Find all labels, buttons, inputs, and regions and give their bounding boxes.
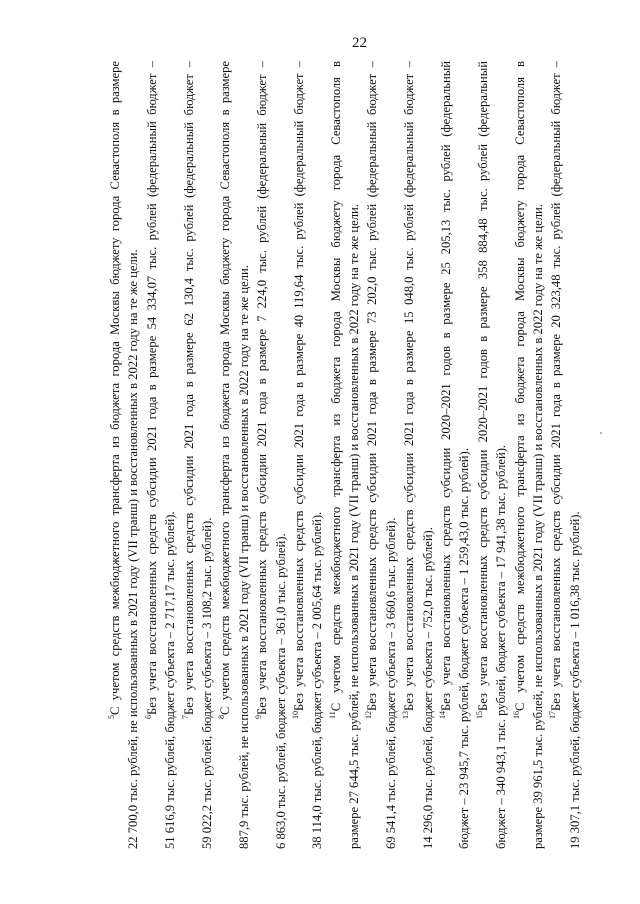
footnote-line: 887,9 тыс. рублей, не использованных в 2021 году (VII транш) и восстановленных в 2022 году на те же цели. xyxy=(236,265,251,849)
footnote-8 xyxy=(216,61,253,849)
footnote-10 xyxy=(290,61,327,849)
footnote-16 xyxy=(511,61,548,849)
footnote-line: 69 541,4 тыс. рублей, бюджет субъекта – 3 660,6 тыс. рублей). xyxy=(383,517,398,849)
footnote-15 xyxy=(474,61,511,849)
footnote-marker: 13 xyxy=(401,711,411,719)
footnote-line: $^6$Без учета восстановленных средств субсидии 2021 года в размере 54 334,07 тыс. рублей (федеральный бюджет – xyxy=(143,61,159,719)
footnote-line: $^{14}$Без учета восстановленных средств субсидии 2020–2021 годов в размере 25 205,13 тыс. рублей (федеральный xyxy=(437,61,454,719)
footnote-line: $^7$Без учета восстановленных средств субсидии 2021 года в размере 62 130,4 тыс. рублей (федеральный бюджет – xyxy=(180,61,196,719)
footnote-line: $^9$Без учета восстановленных средств субсидии 2021 года в размере 7 224,0 тыс. рублей (федеральный бюджет – xyxy=(253,61,270,719)
footnote-marker: 11 xyxy=(327,711,337,719)
footnote-line: $^{12}$Без учета восстановленных средств субсидии 2021 года в размере 73 202,0 тыс. рублей (федеральный бюджет – xyxy=(364,61,380,719)
footnote-12 xyxy=(363,61,400,849)
footnote-marker: 14 xyxy=(437,711,447,719)
footnote-line: $^{15}$Без учета восстановленных средств субсидии 2020–2021 годов в размере 358 884,48 тыс. рублей (федеральный xyxy=(474,61,490,719)
footnote-line: размере 27 644,5 тыс. рублей, не использованных в 2021 году (VII транш) и восстановленных в 2022 году на те же цели. xyxy=(347,204,362,849)
footnote-marker: 8 xyxy=(217,715,227,719)
footnote-marker: 5 xyxy=(106,715,116,719)
footnote-5 xyxy=(106,61,143,849)
footnote-line: 51 616,9 тыс. рублей, бюджет субъекта – 2 717,17 тыс. рублей). xyxy=(163,511,178,849)
footnote-line: 19 307,1 тыс. рублей, бюджет субъекта – 1 016,38 тыс. рублей). xyxy=(567,511,582,849)
footnote-marker: 10 xyxy=(290,711,300,719)
footnote-line: $^{10}$Без учета восстановленных средств субсидии 2021 года в размере 40 119,64 тыс. рублей (федеральный бюджет – xyxy=(290,61,306,719)
footnote-marker: 7 xyxy=(180,715,190,719)
scan-speck xyxy=(600,432,602,434)
footnote-marker: 9 xyxy=(253,715,263,719)
footnote-9 xyxy=(253,61,290,849)
footnote-line: 6 863,0 тыс. рублей, бюджет субъекта – 361,0 тыс. рублей). xyxy=(273,533,288,849)
footnote-line: бюджет – 23 945,7 тыс. рублей, бюджет субъекта – 1 259,43,0 тыс. рублей). xyxy=(457,448,472,849)
footnote-line: $^{13}$Без учета восстановленных средств субсидии 2021 года в размере 15 048,0 тыс. рублей (федеральный бюджет – xyxy=(401,61,417,719)
footnote-line: 14 296,0 тыс. рублей, бюджет субъекта – 752,0 тыс. рублей). xyxy=(420,527,435,849)
footnote-line: 59 022,2 тыс. рублей, бюджет субъекта – 3 108,2 тыс. рублей). xyxy=(199,517,214,849)
footnote-14 xyxy=(437,61,474,849)
footnote-7 xyxy=(180,61,217,849)
footnote-marker: 12 xyxy=(364,711,374,719)
footnote-line: 22 700,0 тыс. рублей, не использованных в 2021 году (VII транш) и восстановленных в 2022 году на те же цели. xyxy=(126,249,141,849)
footnote-line: $^{17}$Без учета восстановленных средств субсидии 2021 года в размере 20 323,48 тыс. рублей (федеральный бюджет – xyxy=(548,61,564,719)
page-number: 22 xyxy=(352,35,367,51)
footnote-17 xyxy=(547,61,584,849)
footnote-11 xyxy=(327,61,364,849)
footnote-line: 38 114,0 тыс. рублей, бюджет субъекта – 2 005,64 тыс. рублей). xyxy=(310,511,325,849)
footnote-line: $^{16}$С учетом средств межбюджетного трансферта из бюджета города Москвы бюджету города Севастополя в xyxy=(511,61,527,719)
footnote-6 xyxy=(143,61,180,849)
footnote-line: $^{11}$С учетом средств межбюджетного трансферта из бюджета города Москвы бюджету города Севастополя в xyxy=(327,61,343,719)
footnote-line: размере 39 961,5 тыс. рублей, не использованных в 2021 году (VII транш) и восстановленных в 2022 году на те же цели. xyxy=(530,204,545,849)
footnote-marker: 17 xyxy=(548,711,558,719)
footnote-line: $^8$С учетом средств межбюджетного трансферта из бюджета города Москвы бюджету города Севастополя в размере xyxy=(217,61,233,719)
footnote-13 xyxy=(400,61,437,849)
footnotes-block xyxy=(106,61,584,849)
footnote-line: $^5$С учетом средств межбюджетного трансферта из бюджета города Москвы бюджету города Севастополя в размере xyxy=(106,61,122,719)
footnote-marker: 15 xyxy=(474,711,484,719)
footnote-marker: 16 xyxy=(511,711,521,719)
footnote-marker: 6 xyxy=(143,715,153,719)
footnote-line: бюджет – 340 943,1 тыс. рублей, бюджет субъекта – 17 941,38 тыс. рублей). xyxy=(494,444,509,849)
